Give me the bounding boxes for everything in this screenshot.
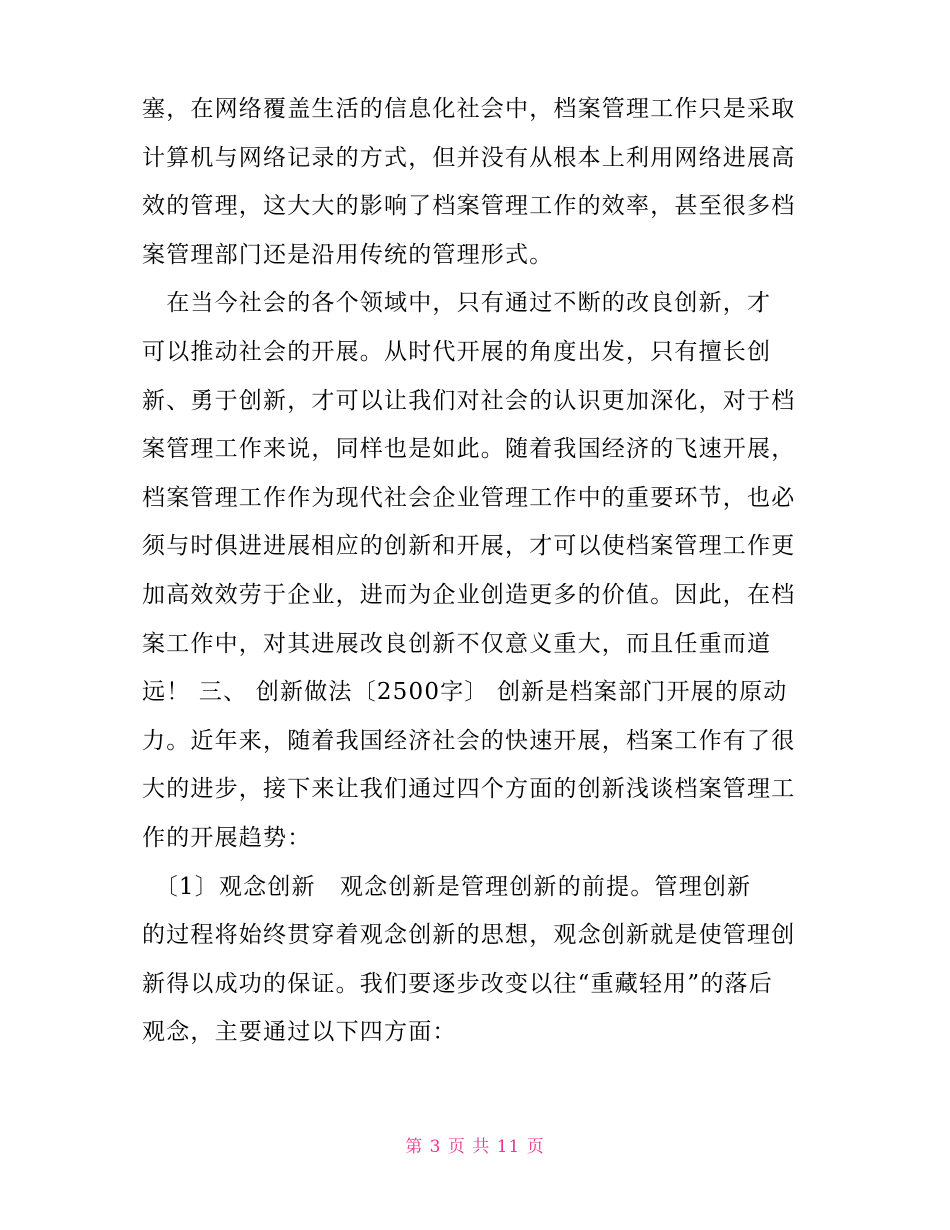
text-line: 力。近年来，随着我国经济社会的快速开展，档案工作有了很 (142, 727, 796, 754)
text-line: 计算机与网络记录的方式，但并没有从根本上利用网络进展高 (142, 144, 796, 171)
text-line: 须与时俱进进展相应的创新和开展，才可以使档案管理工作更 (142, 533, 796, 560)
text-line: 新得以成功的保证。我们要逐步改变以往“重藏轻用”的落后 (142, 970, 773, 997)
text-line: 案管理工作来说，同样也是如此。随着我国经济的飞速开展， (142, 436, 796, 463)
text-line: 新、勇于创新，才可以让我们对社会的认识更加深化，对于档 (142, 387, 796, 414)
body-text (142, 85, 810, 1057)
text-line: 观念，主要通过以下四方面： (142, 1019, 457, 1046)
text-line: 远！ 三、 创新做法〔2500字〕 创新是档案部门开展的原动 (142, 679, 788, 706)
text-line: 案工作中，对其进展改良创新不仅意义重大，而且任重而道 (142, 630, 772, 657)
text-line: 效的管理，这大大的影响了档案管理工作的效率，甚至很多档 (142, 193, 796, 220)
text-line: 加高效效劳于企业，进而为企业创造更多的价值。因此，在档 (142, 581, 796, 608)
text-line: 作的开展趋势： (142, 824, 312, 851)
page-number-footer: 第 3 页 共 11 页 (405, 1137, 545, 1157)
text-line: 案管理部门还是沿用传统的管理形式。 (142, 241, 554, 268)
text-line: 档案管理工作作为现代社会企业管理工作中的重要环节，也必 (142, 484, 796, 511)
text-line: 在当今社会的各个领域中，只有通过不断的改良创新，才 (142, 290, 772, 317)
text-line: 〔1〕观念创新 观念创新是管理创新的前提。管理创新 (142, 873, 752, 900)
text-line: 的过程将始终贯穿着观念创新的思想，观念创新就是使管理创 (142, 922, 796, 949)
text-line: 大的进步，接下来让我们通过四个方面的创新浅谈档案管理工 (142, 776, 796, 803)
text-line: 可以推动社会的开展。从时代开展的角度出发，只有擅长创 (142, 338, 772, 365)
text-line: 塞，在网络覆盖生活的信息化社会中，档案管理工作只是采取 (142, 96, 796, 122)
